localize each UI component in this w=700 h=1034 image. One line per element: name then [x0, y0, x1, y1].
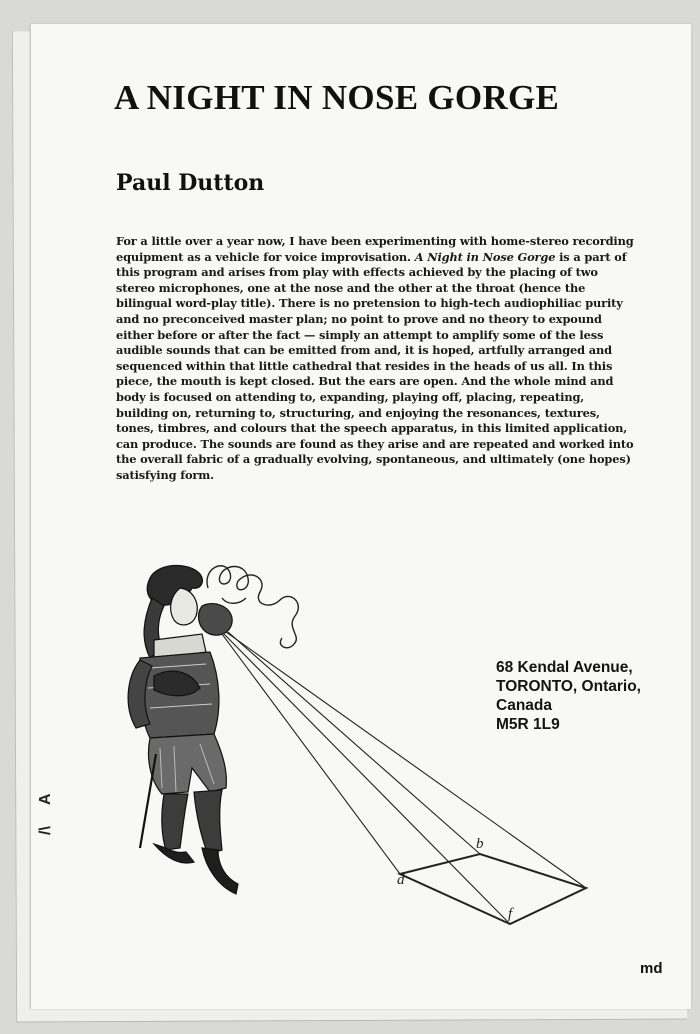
margin-mark-lower: /\ [37, 826, 54, 835]
author-name: Paul Dutton [116, 170, 265, 196]
body-paragraph [116, 234, 636, 484]
label-f: f [508, 906, 513, 922]
mailing-address [496, 658, 641, 734]
address-line-4: M5R 1L9 [496, 716, 560, 733]
cavalier-figure [128, 565, 238, 894]
address-line-2: TORONTO, Ontario, [496, 678, 641, 695]
margin-mark-upper: A [37, 793, 54, 805]
label-d: d [397, 872, 405, 888]
publisher-initials: md [640, 960, 663, 977]
address-line-3: Canada [496, 697, 552, 714]
label-b: b [476, 836, 484, 852]
body-rest: is a part of this program and arises from play with effects achieved by the placing of two stereo microphones, one at the nose and the other at the throat (hence the bilingual word-play title). There is no pretension to high-tech audiophiliac purity and no preconceived master plan; no point to prove and no theory to expound either before or after the fact — simply an attempt to amplify some of the less audible sounds that can be emitted from and, it is hoped, artfully arranged and sequenced within that little cathedral that resides in the heads of us all. In this piece, the mouth is kept closed. But the ears are open. And the whole mind and body is focused on attending to, expanding, playing off, placing, repeating, building on, returning to, structuring, and enjoying the resonances, textures, tones, timbres, and colours that the speech apparatus, in this limited application, can produce. The sounds are found as they arise and are repeated and worked into the overall fabric of a gradually evolving, spontaneous, and ultimately (one hopes) satisfying form. [116, 249, 634, 482]
margin-marks [36, 780, 56, 840]
body-lead: For a little over a year now, I have been experimenting with home-stereo recording equipment as a vehicle for voice improvisation. [116, 234, 634, 264]
address-line-1: 68 Kendal Avenue, [496, 659, 633, 676]
cavalier-illustration [110, 548, 600, 928]
page-title: A NIGHT IN NOSE GORGE [114, 78, 560, 117]
projection-plane [400, 854, 586, 924]
body-italic-title: A Night in Nose Gorge [414, 249, 556, 264]
